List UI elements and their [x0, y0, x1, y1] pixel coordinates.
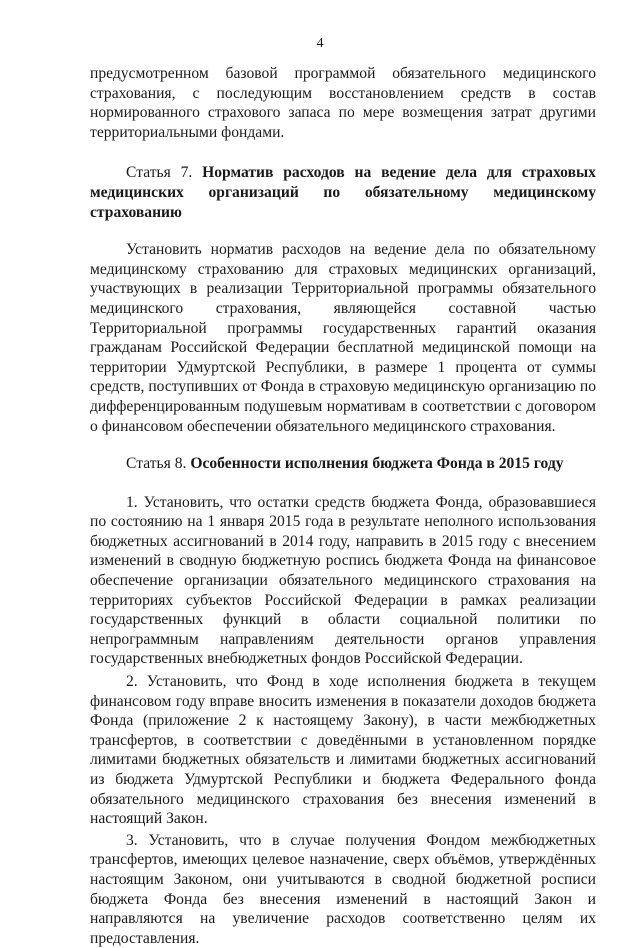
article-7-title: Норматив расходов на ведение дела для страховых медицинских организаций по обязательному медицинскому страхованию: [90, 164, 596, 221]
article-8-item-1: 1. Установить, что остатки средств бюджета Фонда, образовавшиеся по состоянию на 1 января 2015 года в результате неполного использования бюджетных ассигнований в 2014 году, направить в 2015 году с внесением изменений в сводную бюджетную роспись бюджета Фонда на финансовое обеспечение организации обязательного медицинского страхования на территориях субъектов Российской Федерации в рамках реализации государственных функций в области социальной политики по непрограммным направлениям деятельности органов управления государственных внебюджетных фондов Российской Федерации.: [90, 493, 596, 668]
article-8-item-3: 3. Установить, что в случае получения Фондом межбюджетных трансфертов, имеющих целевое назначение, сверх объёмов, утверждённых настоящим Законом, они учитываются в сводной бюджетной росписи бюджета Фонда без внесения изменений в настоящий Закон и направляются на увеличение расходов соответственно целям их предоставления.: [90, 831, 596, 947]
page-number: 4: [316, 36, 324, 51]
article-7-body: Установить норматив расходов на ведение дела по обязательному медицинскому страхованию для страховых медицинских организаций, участвующих в реализации Территориальной программы обязательного медицинского страхования, являющейся составной частью Территориальной программы государственных гарантий оказания гражданам Российской Федерации бесплатной медицинской помощи на территории Удмуртской Республики, в размере 1 процента от суммы средств, поступивших от Фонда в страховую медицинскую организацию по дифференцированным подушевым нормативам в соответствии с договором о финансовом обеспечении обязательного медицинского страхования.: [90, 241, 596, 435]
article-8-item-2: 2. Установить, что Фонд в ходе исполнения бюджета в текущем финансовом году вправе вносить изменения в показатели доходов бюджета Фонда (приложение 2 к настоящему Закону), в части межбюджетных трансфертов, в соответствии с доведёнными в установленном порядке лимитами бюджетных обязательств и лимитами бюджетных ассигнований из бюджета Удмуртской Республики и бюджета Федерального фонда обязательного медицинского страхования без внесения изменений в настоящий Закон.: [90, 673, 596, 828]
document-body: [90, 64, 596, 948]
article-7-heading: [90, 163, 596, 222]
article-8-label: Статья 8.: [126, 455, 187, 473]
article-8-title: Особенности исполнения бюджета Фонда в 2015 году: [190, 455, 564, 473]
article-8-heading: [90, 454, 596, 474]
intro-paragraph: предусмотренном базовой программой обязательного медицинского страхования, с последующим восстановлением средств в состав нормированного страхового запаса по мере возмещения затрат другими территориальными фондами.: [90, 65, 596, 141]
article-7-label: Статья 7.: [126, 164, 193, 182]
